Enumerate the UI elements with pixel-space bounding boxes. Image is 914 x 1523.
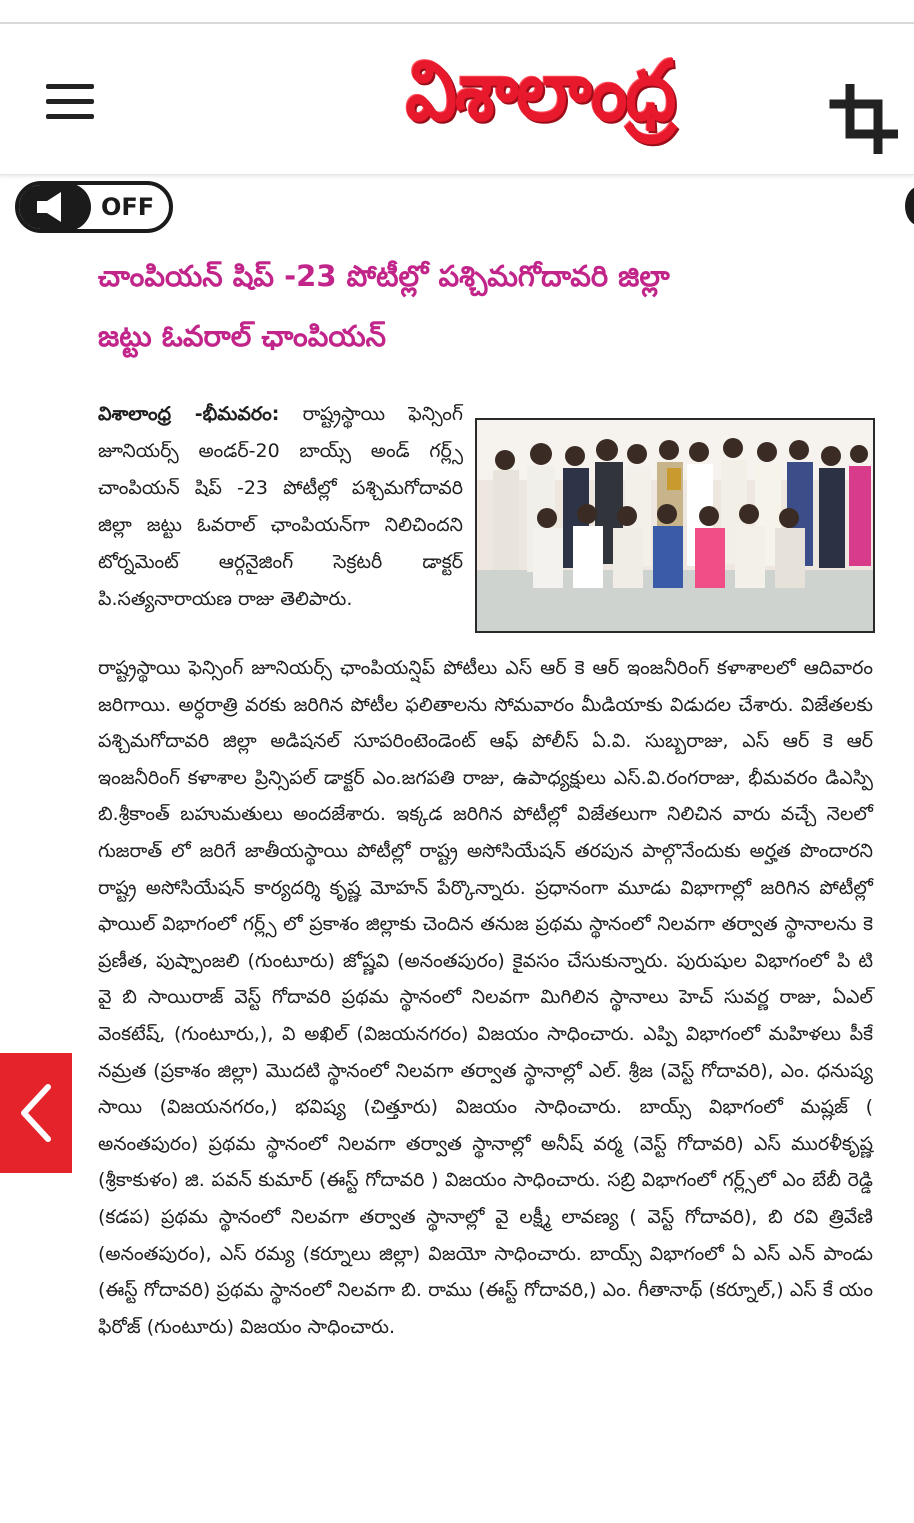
group-photo-icon xyxy=(477,420,873,631)
app-header xyxy=(0,24,914,175)
speaker-icon xyxy=(33,191,77,223)
article-body: రాష్ట్రస్థాయి ఫెన్సింగ్ జూనియర్స్ ఛాంపియన్షిప్ పోటీలు ఎస్ ఆర్ కె ఆర్ ఇంజనీరింగ్ కళాశాలలో ఆదివారం జరిగాయి. అర్ధరాత్రి వరకు జరిగిన పోటీల ఫలితాలను సోమవారం మీడియాకు విడుదల చేశారు. విజేతలకు పశ్చిమగోదావరి జిల్లా అడిషనల్ సూపరింటెండెంట్ ఆఫ్ పోలీస్ ఏ.వి. సుబ్బరాజు, ఎస్ ఆర్ కె ఆర్ ఇంజనీరింగ్ కళాశాల ప్రిన్సిపల్ డాక్టర్ ఎం.జగపతి రాజు, ఉపాధ్యక్షులు ఎస్.వి.రంగరాజు, భీమవరం డిఎస్పి బి.శ్రీకాంత్ బహుమతులు అందజేశారు. ఇక్కడ జరిగిన పోటీల్లో విజేతలుగా నిలిచిన వారు వచ్చే నెలలో గుజరాత్ లో జరిగే జాతీయస్థాయి పోటీల్లో రాష్ట్ర అసోసియేషన్ తరపున పాల్గొనేందుకు అర్హత పొందారని రాష్ట్ర అసోసియేషన్ కార్యదర్శి కృష్ణ మోహన్ పేర్కొన్నారు. ప్రధానంగా మూడు విభాగాల్లో జరిగిన పోటీల్లో ఫాయిల్ విభాగంలో గర్ల్స్ లో ప్రకాశం జిల్లాకు చెందిన తనుజ ప్రథమ స్థానంలో నిలవగా తర్వాత స్థానాలను కె ప్రణీత, పుష్పాంజలి (గుంటూరు) జోష్ణవి (అనంతపురం) కైవసం చేసుకున్నారు. పురుషుల విభాగంలో పి టి వై బి సాయిరాజ్ వెస్ట్ గోదావరి ప్రథమ స్థానంలో నిలవగా మిగిలిన స్థానాలు హెచ్ సువర్ణ రాజు, ఏఎల్ వెంకటేష్, (గుంటూరు,), వి అఖిల్ (విజయనగరం) విజయం సాధించారు. ఎప్పి విభాగంలో మహిళలు పీకే నమ్రత (ప్రకాశం జిల్లా) మొదటి స్థానంలో నిలవగా తర్వాత స్థానాల్లో ఎల్. శ్రీజ (వెస్ట్ గోదావరి), ఎం. ధనుష్య సాయి (విజయనగరం,) భవిష్య (చిత్తూరు) విజయం సాధించారు. బాయ్స్ విభాగంలో మష్లజ్ ( అనంతపురం) ప్రథమ స్థానంలో నిలవగా తర్వాత స్థానాల్లో అనీష్ వర్మ (వెస్ట్ గోదావరి) ఎస్ మురళీకృష్ణ (శ్రీకాకుళం) జి. పవన్ కుమార్ (ఈస్ట్ గోదావరి ) విజయం సాధించారు. సబ్రి విభాగంలో గర్ల్స్‌లో ఎం బేబీ రెడ్డి (కడప) ప్రథమ స్థానంలో నిలవగా తర్వాత స్థానాల్లో వై లక్ష్మీ లావణ్య ( వెస్ట్ గోదావరి), బి రవి త్రివేణి (అనంతపురం), ఎస్ రమ్య (కర్నూలు జిల్లా) విజయో సాధించారు. బాయ్స్ విభాగంలో ఏ ఎస్ ఎన్ పాండు (ఈస్ట్ గోదావరి) ప్రథమ స్థానంలో నిలవగా బి. రాము (ఈస్ట్ గోదావరి,) ఎం. గీతానాథ్ (కర్నూల్,) ఎస్ కే యం ఫిరోజ్ (గుంటూరు) విజయం సాధించారు. xyxy=(98,657,873,1338)
headline-line-2: జట్టు ఓవరాల్ ఛాంపియన్ xyxy=(98,319,387,353)
article-dateline: విశాలాంధ్ర -భీమవరం: xyxy=(98,403,280,425)
audio-toggle-button[interactable] xyxy=(15,181,173,233)
article-lead xyxy=(98,396,463,618)
speaker-knob xyxy=(17,183,91,231)
newspaper-logo[interactable] xyxy=(305,38,775,164)
crop-icon[interactable] xyxy=(828,84,898,154)
hamburger-menu-icon[interactable] xyxy=(46,84,96,120)
article-headline xyxy=(98,246,878,366)
logo-text: విశాలాంధ్ర xyxy=(405,42,675,139)
back-button[interactable] xyxy=(0,1053,72,1173)
lead-text: రాష్ట్రస్థాయి ఫెన్సింగ్ జూనియర్స్ అండర్-20 బాయ్స్ అండ్ గర్ల్స్ చాంపియన్ షిప్ -23 పోటీల్లో పశ్చిమగోదావరి జిల్లా జట్టు ఓవరాల్ ఛాంపియన్‌గా నిలిచిందని టోర్నమెంట్ ఆర్గనైజింగ్ సెక్రటరీ డాక్టర్ పి.సత్యనారాయణ రాజు తెలిపారు. xyxy=(98,403,464,610)
chevron-left-icon xyxy=(16,1081,56,1145)
edge-toggle-partial xyxy=(905,186,914,226)
article-photo xyxy=(475,418,875,633)
audio-state-label: OFF xyxy=(101,193,155,221)
headline-line-1: చాంపియన్ షిప్ -23 పోటీల్లో పశ్చిమగోదావరి జిల్లా xyxy=(98,259,670,293)
